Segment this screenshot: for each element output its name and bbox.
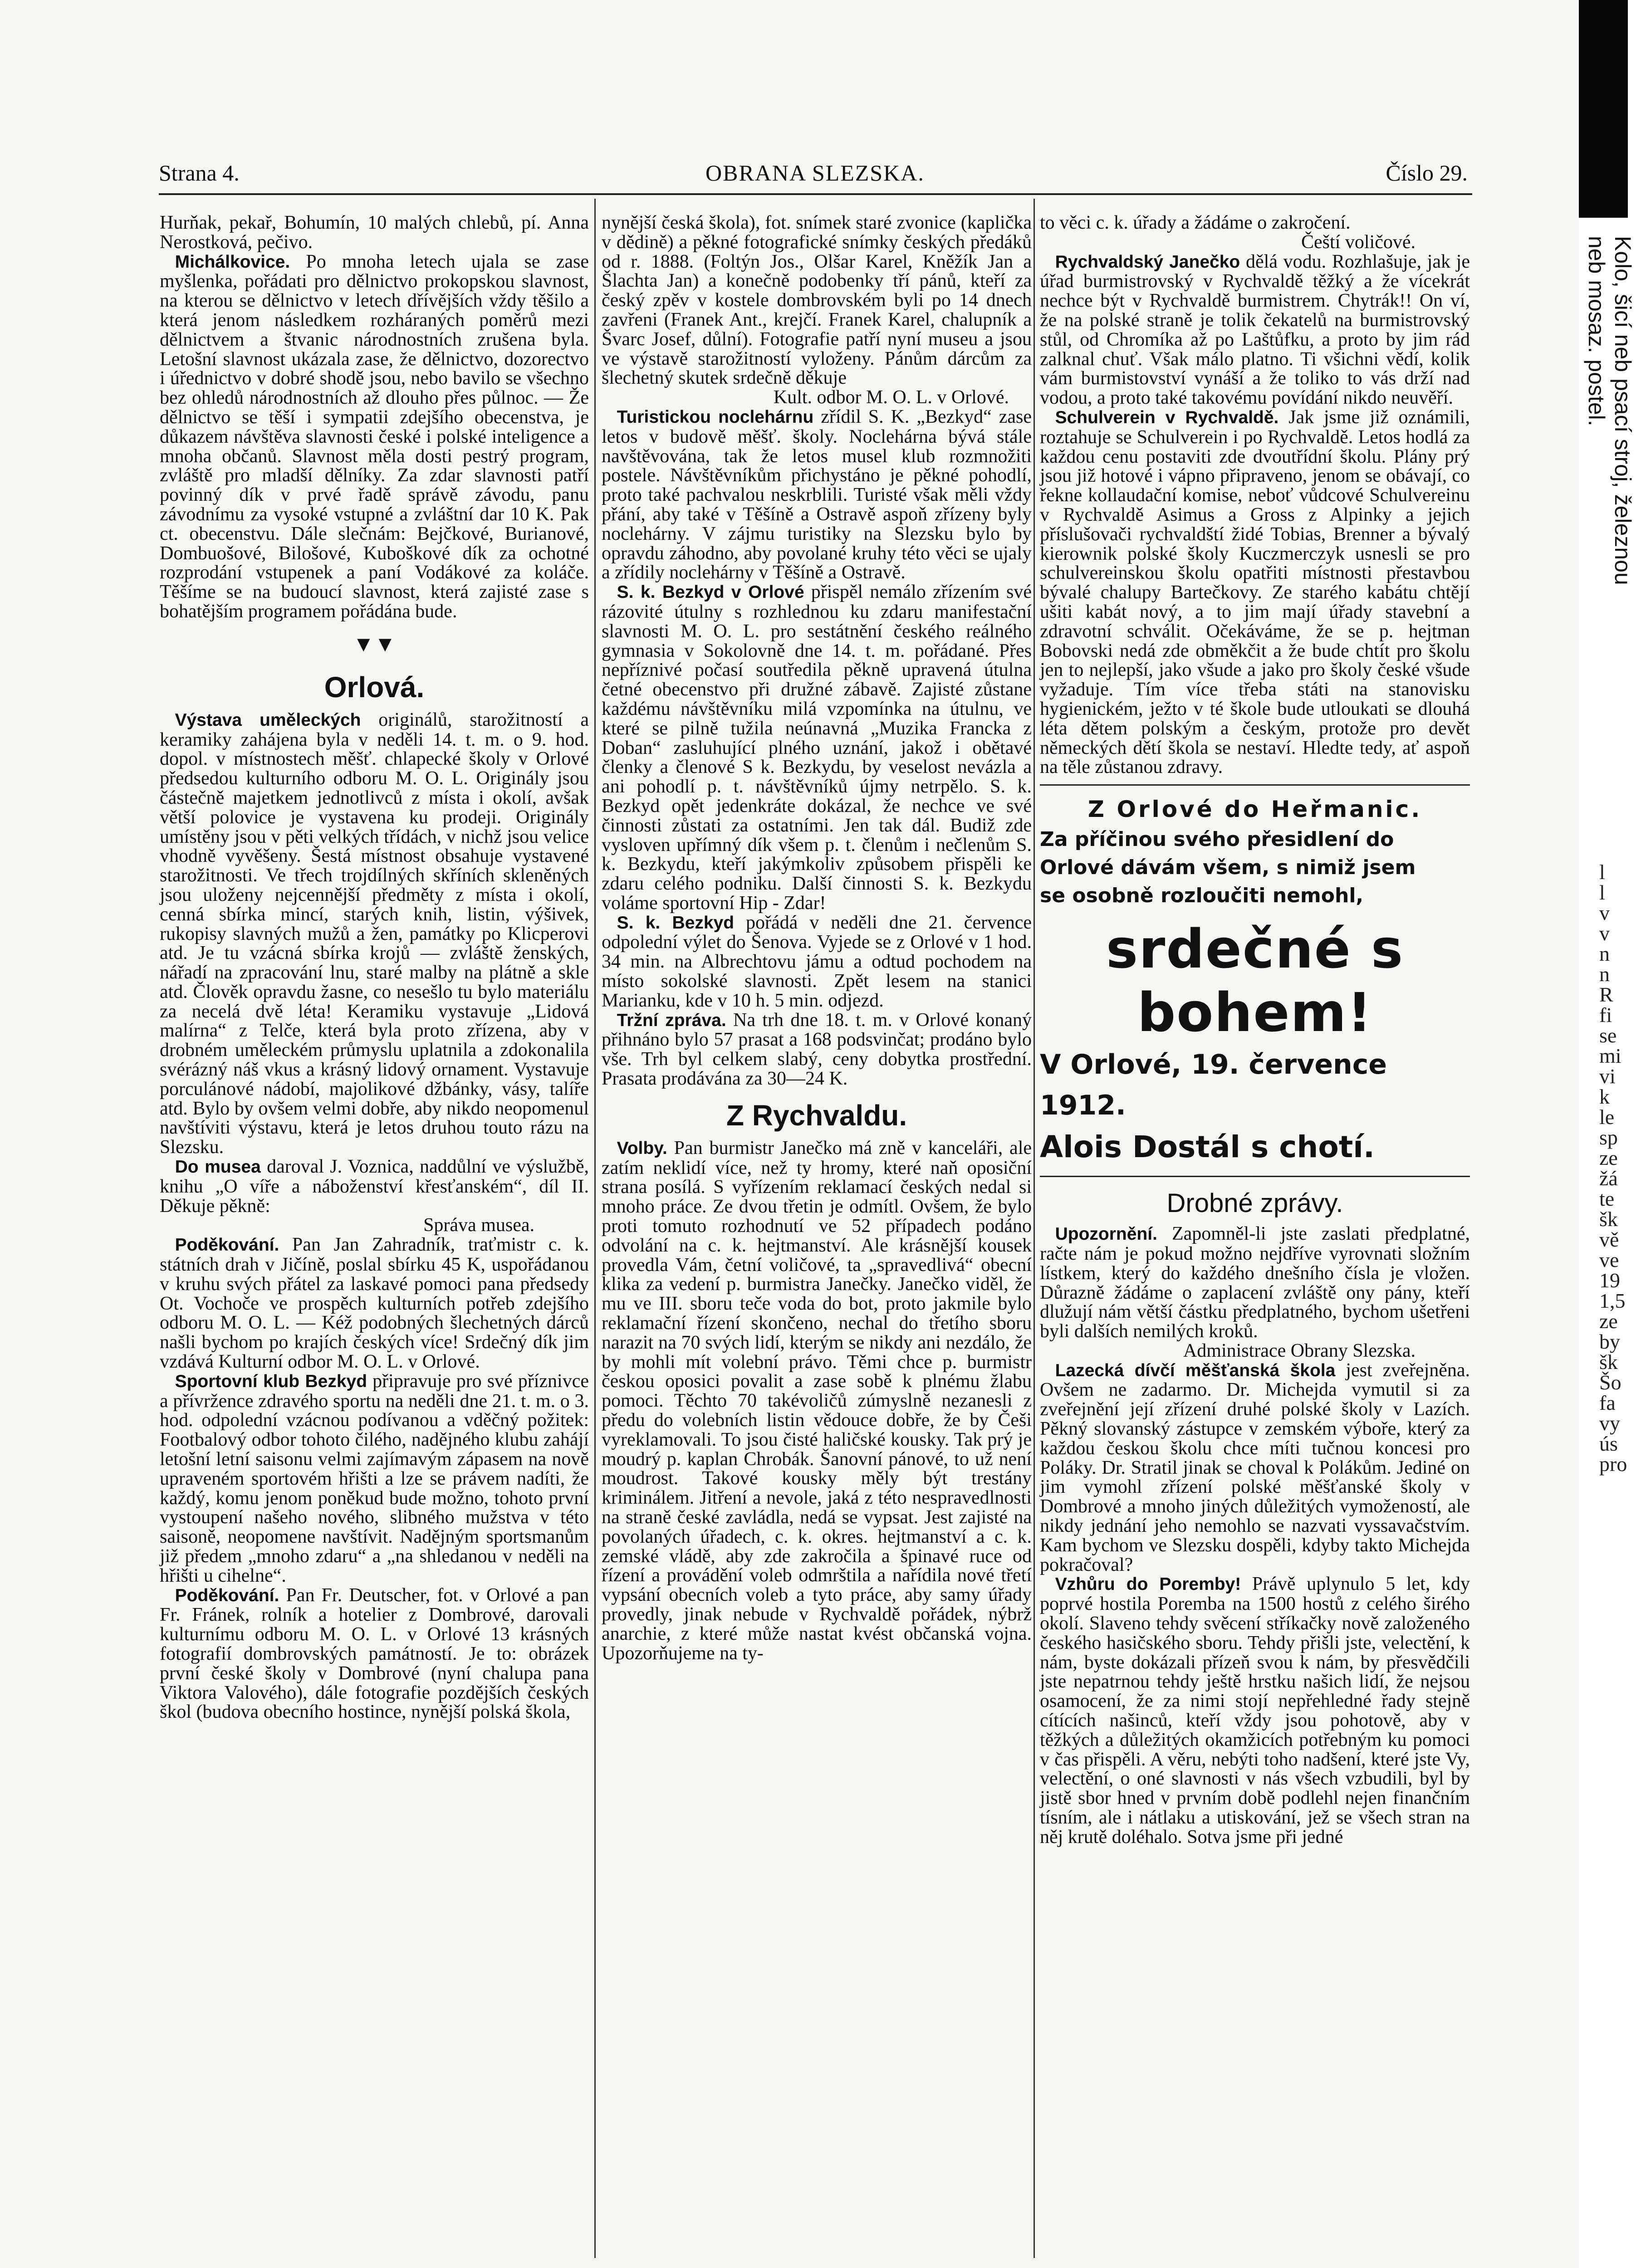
adjacent-fragment: l [1599, 860, 1605, 884]
adjacent-fragment: pro [1599, 1452, 1627, 1476]
article-heading: Do musea [175, 1157, 261, 1177]
column-divider-2 [1034, 199, 1035, 2258]
adjacent-fragment: 19 [1599, 1269, 1620, 1292]
adjacent-fragment: vě [1599, 1228, 1619, 1251]
article-heading: Poděkování. [175, 1235, 279, 1255]
article-upozorneni: Upozornění. Zapomněl-li jste zaslati předplatné, račte nám je pokud možno nejdříve vyrovnati složním lístkem, který do každého dnešního čísla je vložen. Důrazně žádáme o zaplacení zvláště ony pány, kteří dlužují nám větší částku předplatného, bychom ušetřeni byli dalších nemilých kroků. [1040, 1223, 1470, 1342]
ad-text: Za příčinou svého přesidlení do [1040, 828, 1394, 851]
article-heading: Poděkování. [175, 1585, 279, 1605]
adjacent-fragment: n [1599, 963, 1610, 986]
article-heading: Volby. [617, 1138, 667, 1158]
ad-text: se osobně rozloučiti nemohl, [1040, 884, 1364, 908]
adjacent-fragment: ze [1599, 1146, 1618, 1169]
adjacent-fragment: k [1599, 1085, 1610, 1108]
adjacent-fragment: se [1599, 1024, 1617, 1047]
adjacent-fragment: te [1599, 1187, 1615, 1210]
article-heading: Upozornění. [1055, 1224, 1157, 1244]
adjacent-fragment: R [1599, 983, 1613, 1006]
article-sportovni-klub: Sportovní klub Bezkyd připravuje pro své příznivce a přívržence zdravého sportu na neděli dne 21. t. m. o 3. hod. odpolední vzácnou podívanou a vděčný požitek: Footbalový odbor tohoto čilého, nadějného klubu zahájí letošní letní saisonu velmi zajímavým zápasem na nově upraveném sportovém hřišti a lze se právem nadíti, že každý, komu jenom poněkud bude možno, tohoto první vystoupení našeho nového, slibného mužstva v této saisoně, neopomene navštívit. Nadějným sportsmanům již předem „mnoho zdaru“ a „na shledanou v neděli na hřišti u cihelne“. [160, 1370, 589, 1586]
article-podekovani: Poděkování. Pan Jan Zahradník, traťmistr c. k. státních drah v Jičíně, poslal sbírku 45 K, uspořádanou v kruhu svých přátel za laskavé pomoci pana předsedy Ot. Vochoče ve prospěch kulturních potřeb zdejšího odboru M. O. L. — Kéž podobných šlechetných dárců našli bychom po krajích českých více! Srdečný dík jim vzdává Kulturní odbor M. O. L. v Orlové. [160, 1234, 589, 1373]
divider [1040, 784, 1470, 786]
article-heading: Schulverein v Rychvaldě. [1055, 407, 1279, 427]
article-podekovani-2: Poděkování. Pan Fr. Deutscher, fot. v Orlové a pan Fr. Fránek, rolník a hotelier z Dombrové, darovali kulturnímu odboru M. O. L. v Orlové 13 krásných fotografií dombrovských památností. Je to: obrázek první české školy v Dombrové (nyní chalupa pana Viktora Valového), dále fotografie pozdějších českých škol (budova obecního hostince, nynější polská škola, [160, 1584, 589, 1723]
adjacent-fragment: 1,5 [1599, 1289, 1626, 1312]
adjacent-fragment: fa [1599, 1391, 1616, 1414]
adjacent-text: neb mosaz. postel. [1584, 236, 1609, 426]
adjacent-fragment: ze [1599, 1310, 1618, 1333]
article-lazecka: Lazecká dívčí měšťanská škola jest zveřejněna. Ovšem ne zadarmo. Dr. Michejda vymutil si za zveřejnění její zřízení druhé polské školy v Lazích. Pěkný slovanský zástupce v zemském výboře, který za každou českou školu chce míti tučnou koncesi pro Poláky. Dr. Stratil jinak se choval k Polákům. Jediné on jim vymohl zřízení polské měšťanské školy v Dombrové a mnoho jiných důležitých vymožeností, ale nikdy jednání jeho nemohlo se nazvati vyssavačstvím. Kam bychom ve Slezsku dospěli, kdyby takto Michejda pokračoval? [1040, 1359, 1470, 1575]
article-heading: S. k. Bezkyd [617, 913, 735, 933]
article-heading: Rychvaldský Janečko [1055, 252, 1240, 272]
adjacent-fragment: sp [1599, 1126, 1618, 1149]
ad-title: Z Orlové do Heřmanic. [1087, 796, 1422, 823]
ad-date: V Orlové, 19. července 1912. [1040, 1049, 1387, 1122]
column-3 [1040, 213, 1470, 2268]
article-vzhuru: Vzhůru do Poremby! Právě uplynulo 5 let, kdy poprvé hostila Poremba na 1500 hostů z celého širého okolí. Slaveno tehdy svěcení stříkačky nově založeného českého hasičského sboru. Tehdy přišli jste, velectění, k nám, byste dokázali přízeň svou k nám, by přesvědčili jste nepatrnou tehdy ještě hrstku našich lidí, že nejsou osamocení, že za nimi stojí nepřehledné řady stejně cítících našinců, kteří vždy jsou pohotově, aby v těžkých a důležitých okamžicích potřebným ku pomoci v čas přispěli. A věru, nebýti toho nadšení, které jste Vy, velectění, o oné slavnosti v nás všech vzbudili, byl by jistě sbor hned v prvním době podlehl nejen finančním tísním, ale i nátlaku a utiskování, jež se všech stran na něj krutě doléhalo. Sotva jsme při jedné [1040, 1574, 1470, 1848]
signature: Čeští voličové. [1301, 231, 1416, 253]
page-header [159, 160, 1468, 191]
article-bezkyd-vylet: S. k. Bezkyd pořádá v neděli dne 21. července odpolední výlet do Šenova. Vyjede se z Orlové v 1 hod. 34 min. na Albrechtovu jámu a odtud pochodem na místo sokolské slavnosti. Zpět lesem na stanici Marianku, kde v 10 h. 5 min. odjezd. [602, 912, 1032, 1011]
adjacent-page-ad [1583, 236, 1636, 585]
article-heading: Turistickou noclehárnu [617, 407, 814, 427]
article-turist: Turistickou noclehárnu zřídil S. K. „Bezkyd“ zase letos v budově měšť. školy. Noclehárna bývá stále navštěvována, tak že letos musel klub rozmnožiti postele. Návštěvníkům přichystáno je pěkné pohodlí, proto také pachvalou neskrblili. Turisté však měli vždy přání, aby také v Těšíně a Ostravě aspoň zřízeny byly noclehárny. V zájmu turistiky na Slezsku bylo by opravdu záhodno, aby povolané kruhy této věci se ujaly a zřídily noclehárny v Těšíně a Ostravě. [602, 406, 1032, 583]
adjacent-fragment: n [1599, 942, 1610, 965]
adjacent-page-fragments [1599, 862, 1628, 2223]
signature: Správa musea. [423, 1215, 534, 1236]
adjacent-fragment: žá [1599, 1167, 1618, 1190]
article-bezkyd: S. k. Bezkyd v Orlové přispěl nemálo zřízením své rázovité útulny s rozhlednou ku zdaru manifestační slavnosti M. O. L. pro sestátnění českého reálného gymnasia v Sokolovně dne 14. t. m. pořádané. Přes nepříznivé počasí soutředila pěkně upravená útulna četné obecenstvo při družné zábavě. Zajisté zůstane každému návštěvníku milá vzpomínka na útulnu, ve které se pilně tužila neúnavná „Muzika Francka z Doban“ zasluhující plného uznání, jakož i obětavé členky a členové S k. Bezkydu, by veselost nevázla a ani pohodlí p. t. návštěvníků újmy netrpělo. S. k. Bezkyd opět jedenkráte dokázal, že nechce ve své činnosti zůstati za ostatními. Jen tak dál. Budiž zde vysloven upřímný dík všem p. t. členům i nečlenům S. k. Bezkydu, kteří jakýmkoliv způsobem přispěli ke zdaru celého podniku. Další činnosti S. k. Bezkydu voláme sportovní Hip - Zdar! [602, 582, 1032, 914]
column-divider-1 [594, 199, 596, 2258]
article-heading: Sportovní klub Bezkyd [175, 1371, 367, 1391]
newspaper-title: OBRANA SLEZSKA. [705, 160, 925, 186]
column-1 [160, 213, 589, 2268]
article-vystava: Výstava uměleckých originálů, starožitností a keramiky zahájena byla v neděli 14. t. m. o 9. hod. dopol. v místnostech měšť. chlapecké školy v Orlové předsedou kulturního odboru M. O. L. Originály jsou částečně majetkem jednotlivců z místa i okolí, avšak větší polovice je vystavena ku prodeji. Originály umístěny jsou v pěti velkých třídách, v nichž jsou velice vhodně vyvěšeny. Šestá místnost obsahuje vystavené starožitnosti. Ve třech trojdílných skříních skleněných jsou uloženy nejcennější předměty z místa i okolí, cenná sbírka mincí, starých knih, listin, výšivek, rukopisy slavných mužů a žen, památky po Klicperovi atd. Je tu vzácná sbírka krojů — zvláště ženských, nářadí na zpracování lnu, staré malby na plátně a skle atd. Člověk opravdu žasne, co nesešlo tu bylo materiálu za necelá dvě léta! Keramiku vystavuje „Lidová malírna“ z Telče, která byla proto zřízena, aby v drobném uměleckém průmyslu uplatnila a zdokonalila svérázný náš vkus a krásný lidový ornament. Vystavuje porculánové nádobí, majolikové džbánky, vásy, talíře atd. Bylo by ovšem velmi dobře, aby nikdo neopomenul navštíviti výstavu, která je letos druhou touto rázu na Slezsku. [160, 709, 589, 1158]
adjacent-fragment: vi [1599, 1065, 1616, 1088]
article-text: to věci c. k. úřady a žádáme o zakročení. [1040, 212, 1351, 233]
ad-text: Orlové dávám všem, s nimiž jsem [1040, 856, 1416, 880]
adjacent-fragment: mi [1599, 1044, 1621, 1067]
adjacent-fragment: v [1599, 901, 1610, 924]
section-heading-drobne: Drobné zprávy. [1166, 1188, 1343, 1218]
article-michalkovice: Michálkovice. Po mnoha letech ujala se zase myšlenka, pořádati pro dělnictvo prokopskou slavnost, na kterou se dělnictvo v letech dřívějších vždy těšilo a která jenom následkem rozháraných poměrů mezi dělnictvem a štvanic národnostních zrušena byla. Letošní slavnost ukázala zase, že dělnictvo, dozorectvo i úřednictvo v dobré shodě jsou, nebo bavilo se všechno bez ohledů národnostních až dlouho přes půlnoc. — Že dělnictvo se těší i sympatii zdejšího obecenstva, je důkazem návštěva slavnosti české i polské inteligence a mnoha občanů. Slavnost měla dosti pestrý program, zvláště pro mladší dělníky. Za zdar slavnosti patří povinný dík v prvé řadě správě závodu, panu závodnímu za vysoké vstupné a zvláštní dar 10 K. Pak ct. obecenstvu. Dále slečnám: Bejčkové, Burianové, Dombuošové, Bilošové, Kuboškové dík za ochotné rozprodání vstupenek a paní Vodákové za koláče. Těšíme se na budoucí slavnost, která zajisté zase s bohatějším programem pořádána bude. [160, 251, 589, 622]
adjacent-fragment: by [1599, 1330, 1620, 1353]
article-heading: Michálkovice. [175, 252, 290, 272]
article-schulverein: Schulverein v Rychvaldě. Jak jsme již oznámili, roztahuje se Schulverein i po Rychvaldě. Letos hodlá za každou cenu postaviti zde dvoutřídní školu. Plány prý jsou již hotové i vápno připraveno, jenom se obávají, co řekne kollaudační komise, neboť vůdcové Schulvereinu v Rychvaldě Asimus a Gross z Alpinky a jejich příslušovači rychvaldští židé Tobias, Brenner a bývalý kierownik polské školy Kuczmerczyk usnesli se pro schulvereinskou školu opatřiti místnosti přestavbou bývalé chalupy Bartečkovy. Ze starého kabátu chtějí ušiti kabát nový, a to jim mají úřady stavební a zdravotní schválit. Očekáváme, že se p. hejtman Bobovski nedá zde obměkčit a že bude chtít pro školu jen to nejlepší, jako všude a jako pro školy české všude vyžaduje. Tím více třeba státi na stanovisku hygienickém, ježto v té škole bude utloukati se dlouhá léta dětem polským a českým, protože pro devět německých dětí škola se nestaví. Hledte tedy, ať aspoň na těle zůstanou zdravy. [1040, 406, 1470, 778]
ornament: ▼▼ [353, 632, 396, 656]
advertisement [1040, 793, 1470, 1168]
article-trzni: Tržní zpráva. Na trh dne 18. t. m. v Orlové konaný přihnáno bylo 57 prasat a 168 podsvinčat; prodáno bylo vše. Trh byl celkem slabý, ceny dobytka prostřední. Prasata prodávána za 30—24 K. [602, 1009, 1032, 1090]
ad-signature: Alois Dostál s chotí. [1040, 1129, 1375, 1165]
article-text: Hurňak, pekař, Bohumín, 10 malých chlebů, pí. Anna Nerostková, pečivo. [160, 212, 589, 253]
header-rule [159, 193, 1472, 195]
page-number: Strana 4. [159, 160, 240, 186]
adjacent-fragment: vy [1599, 1412, 1620, 1435]
article-heading: S. k. Bezkyd v Orlové [617, 582, 804, 602]
article-heading: Výstava uměleckých [175, 710, 361, 730]
signature: Kult. odbor M. O. L. v Orlové. [773, 387, 1009, 408]
section-heading-rychvald: Z Rychvaldu. [726, 1099, 907, 1132]
adjacent-fragment: ús [1599, 1432, 1618, 1455]
adjacent-fragment: l [1599, 881, 1605, 904]
ad-farewell: srdečné s bohem! [1106, 918, 1404, 1044]
adjacent-fragment: ve [1599, 1248, 1619, 1271]
article-musea: Do musea daroval J. Voznica, naddůlní ve výslužbě, knihu „O víře a náboženství křesťanském“, díl II. Děkuje pěkně: [160, 1156, 589, 1217]
adjacent-fragment: le [1599, 1105, 1615, 1129]
adjacent-fragment: Šo [1599, 1371, 1621, 1394]
adjacent-fragment: šk [1599, 1207, 1618, 1231]
column-2 [602, 213, 1032, 2268]
adjacent-fragment: v [1599, 922, 1610, 945]
article-text: nynější česká škola), fot. snímek staré zvonice (kaplička v dědině) a pěkné fotografické snímky českých předáků od r. 1888. (Foltýn Jos., Olšar Karel, Kněžík Jan a Šlachta Jan) a konečně podobenky tří pánů, kteří za český zpěv v kostele dombrovském byli po 14 dnech zavřeni (Franek Ant., krejčí. Franek Karel, chalupník a Švarc Josef, důlní). Fotografie patří nyní museu a jsou ve výstavě starožitností vyloženy. Pánům dárcům za šlechetný skutek srdečně děkuje [602, 212, 1032, 389]
issue-number: Číslo 29. [1386, 160, 1468, 186]
divider [1040, 1176, 1470, 1177]
article-heading: Lazecká dívčí měšťanská škola [1055, 1360, 1336, 1380]
section-heading-orlova: Orlová. [324, 670, 425, 704]
article-volby: Volby. Pan burmistr Janečko má zně v kanceláři, ale zatím neklidí více, než ty hromy, které naň oposiční strana posílá. S vyřízením reklamací českých nedal si mnoho práce. Ze dvou třetin je odmítl. Ovšem, že bylo proti tomuto rozhodnutí ve 52 případech podáno odvolání na c. k. hejtmanství. Ale krásnější kousek provedla Vám, četní voličové, ta „spravedlivá“ obecní klika za vedení p. burmistra Janečky. Janečko viděl, že mu ve III. sboru teče voda do bot, proto jakmile bylo reklamační řízení skončeno, nechal do třetího sboru narazit na 70 svých lidí, kterým se nikdy ani nezdálo, že by mohli mít volební právo. Těmi chce p. burmistr českou oposici povalit a zase sobě k plnému žlabu pomoci. Těchto 70 takévoličů zúmyslně nezanesli z předu do volebních listin vědouce dobře, že by Češi vyreklamovali. To jsou čisté haličské kousky. Tak prý je moudrý p. kaplan Chrobák. Šanovní pánové, to už není moudrost. Takové kousky měly být trestány kriminálem. Jitření a nevole, jaká z této nespravedlnosti na straně české zavládla, nedá se vypsat. Jest zajisté na povolaných úřadech, c. k. okres. hejtmanství a c. k. zemské vládě, aby zde zakročila a špinavé ruce od řízení a provádění voleb odmrštila a nařídila nové třetí vypsání obecních voleb a tyto práce, aby samy úřady provedly, jinak nebude v Rychvaldě pořádek, nýbrž anarchie, z které může nastat kvést občanská vojna. Upozorňujeme na ty- [602, 1137, 1032, 1664]
article-janecko: Rychvaldský Janečko dělá vodu. Rozhlašuje, jak je úřad burmistrovský v Rychvaldě těžký a že vícekrát nechce být v Rychvaldě burmistrem. Chytrák!! On ví, že na polské straně je tolik čekatelů na burmistrovský stůl, od Chromíka až po Laštůfku, a proto by jim rád zalknal chuť. Však málo platno. Ti všichni vědí, kolik vám burmistovství vynáší a že toliko to vás drží nad vodou, a proto také takovému povídání nikdo neuvěří. [1040, 251, 1470, 409]
article-heading: Vzhůru do Poremby! [1055, 1574, 1241, 1594]
signature: Administrace Obrany Slezska. [1183, 1340, 1416, 1361]
adjacent-fragment: fi [1599, 1003, 1612, 1026]
adjacent-text: Kolo, šicí neb psací stroj, železnou [1610, 236, 1636, 585]
adjacent-fragment: šk [1599, 1350, 1618, 1374]
article-heading: Tržní zpráva. [617, 1010, 726, 1030]
